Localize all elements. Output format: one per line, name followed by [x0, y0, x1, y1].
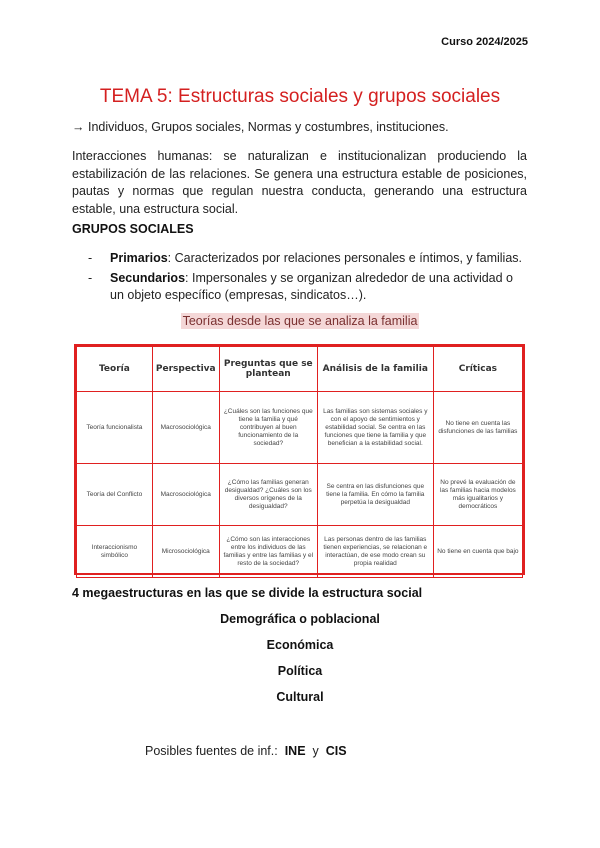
- source-cis: CIS: [325, 744, 347, 758]
- table-cell: No tiene en cuenta las disfunciones de las familias: [433, 392, 522, 464]
- table-cell: Teoría del Conflicto: [77, 464, 153, 526]
- table-cell: No prevé la evaluación de las familias hacia modelos más igualitarios y democráticos: [433, 464, 522, 526]
- table-cell: Interaccionismo simbólico: [77, 526, 153, 578]
- table-cell: Macrosociológica: [152, 464, 219, 526]
- megastructure-item: Cultural: [276, 690, 324, 704]
- table-cell: ¿Cuáles son las funciones que tiene la familia y qué contribuyen al buen funcionamiento de la sociedad?: [219, 392, 317, 464]
- header-cell: Perspectiva: [152, 347, 219, 392]
- megastructures-heading: 4 megaestructuras en las que se divide la estructura social: [72, 586, 423, 600]
- intro-line: → Individuos, Grupos sociales, Normas y costumbres, instituciones.: [72, 120, 449, 134]
- source-ine: INE: [284, 744, 306, 758]
- table-cell: Las familias son sistemas sociales y con el apoyo de sentimientos y estabilidad social. Se centra en las funciones que tiene la familia y que benefician a la estabilidad social.: [317, 392, 433, 464]
- sources-label: Posibles fuentes de inf.:: [145, 744, 278, 758]
- megastructure-item: Económica: [266, 638, 334, 652]
- group-term: Secundarios: [110, 270, 186, 285]
- group-term: Primarios: [110, 251, 168, 265]
- list-item: [88, 270, 528, 305]
- table-cell: Microsociológica: [152, 526, 219, 578]
- table-cell: Teoría funcionalista: [77, 392, 153, 464]
- megastructure-item: Demográfica o poblacional: [220, 612, 380, 626]
- sources-line: [145, 744, 347, 758]
- theories-table: [76, 346, 523, 578]
- theories-table-frame: [74, 344, 525, 575]
- table-cell: Las personas dentro de las familias tienen experiencias, se relacionan e interactúan, de ese modo crean su propia realidad: [317, 526, 433, 578]
- groups-heading: GRUPOS SOCIALES: [72, 222, 194, 236]
- group-description: : Impersonales y se organizan alrededor de una actividad o un objeto específico (empresas, sindicatos…).: [110, 270, 514, 302]
- table-row: [77, 526, 523, 578]
- table-caption: [0, 314, 600, 328]
- header-cell: Críticas: [433, 347, 522, 392]
- groups-list: [88, 250, 528, 307]
- table-caption-text: Teorías desde las que se analiza la familia: [182, 314, 418, 328]
- table-cell: Macrosociológica: [152, 392, 219, 464]
- table-row: [77, 464, 523, 526]
- bullet-dash: -: [88, 251, 93, 265]
- course-label: Curso 2024/2025: [441, 36, 528, 48]
- page-title: TEMA 5: Estructuras sociales y grupos sociales: [99, 86, 501, 107]
- header-cell: Análisis de la familia: [317, 347, 433, 392]
- table-header-row: [77, 347, 523, 392]
- table-cell: Se centra en las disfunciones que tiene la familia. En cómo la familia perpetúa la desigualdad: [317, 464, 433, 526]
- table-cell: No tiene en cuenta que bajo: [433, 526, 522, 578]
- bullet-dash: -: [88, 270, 93, 285]
- intro-paragraph: Interacciones humanas: se naturalizan e institucionalizan produciendo la estabilización de las relaciones. Se genera una estructura estable de posiciones, pautas y normas que regulan nuestra conducta, generando una estructura estable, una estructura social.: [72, 149, 527, 216]
- table-row: [77, 392, 523, 464]
- header-cell: Preguntas que se plantean: [219, 347, 317, 392]
- list-item: [88, 250, 528, 268]
- sources-connector: y: [312, 744, 319, 758]
- megastructure-item: Política: [277, 664, 323, 678]
- group-description: : Caracterizados por relaciones personales e íntimos, y familias.: [167, 251, 522, 265]
- table-cell: ¿Cómo son las interacciones entre los individuos de las familias y entre las familias y el resto de la sociedad?: [219, 526, 317, 578]
- header-cell: Teoría: [77, 347, 153, 392]
- table-cell: ¿Cómo las familias generan desigualdad? ¿Cuáles son los diversos orígenes de la desigualdad?: [219, 464, 317, 526]
